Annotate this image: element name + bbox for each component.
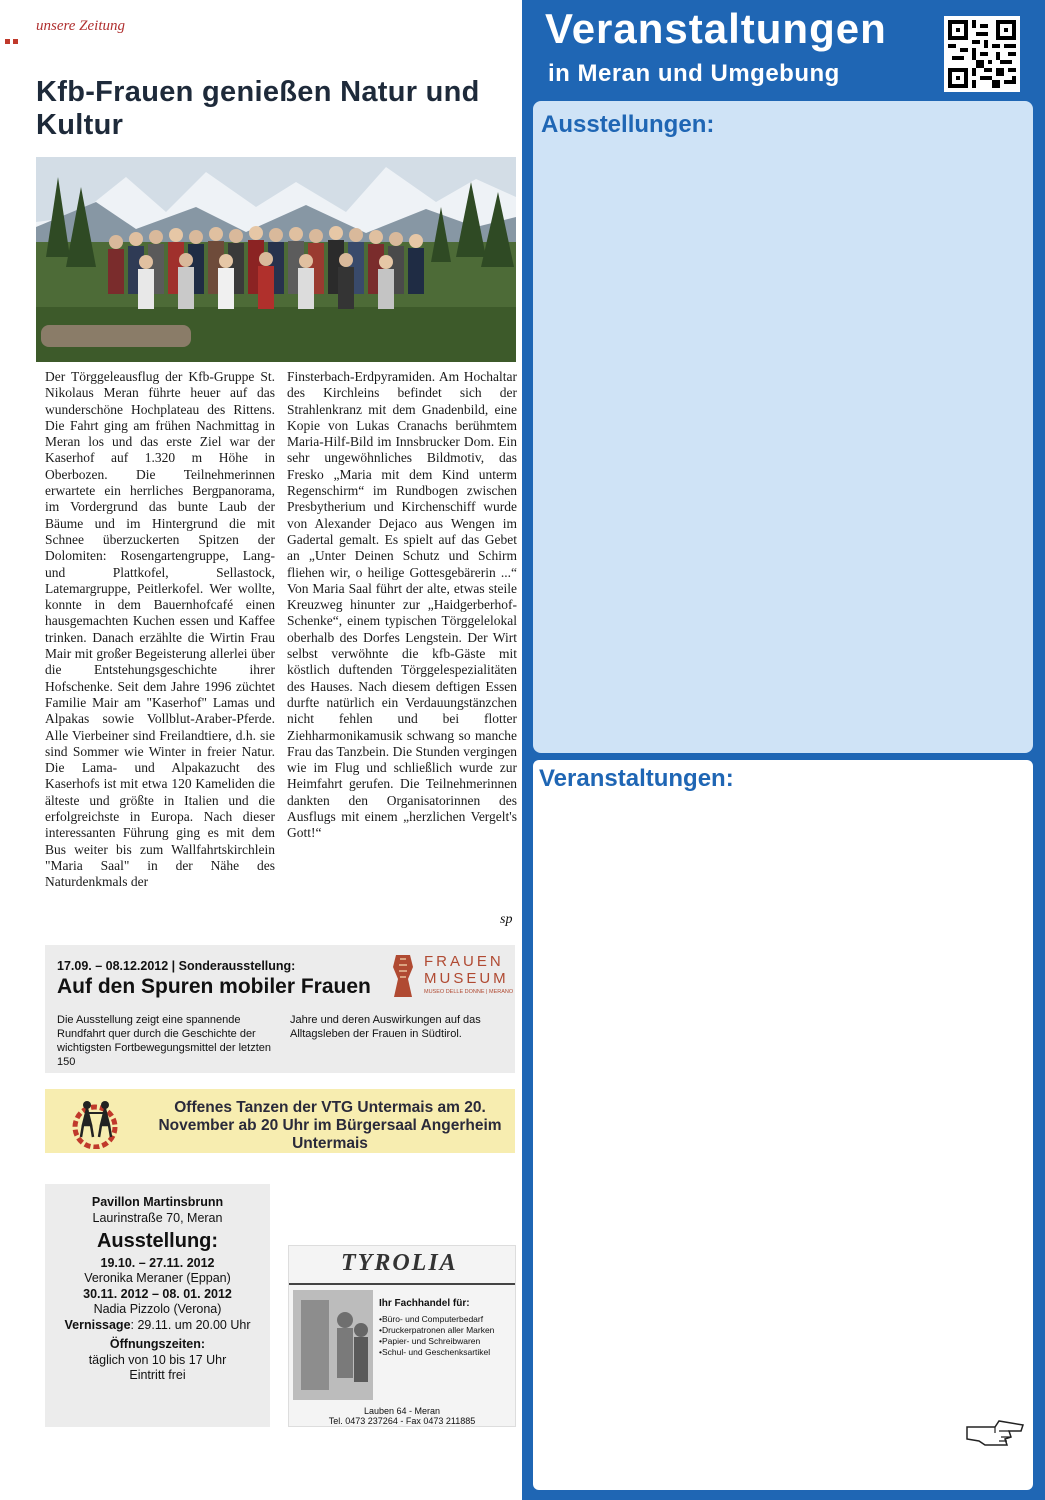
tanzen-text: Offenes Tanzen der VTG Untermais am 20. November ab 20 Uhr im Bürgersaal Angerheim Untermais [158,1099,502,1152]
events-panel-title: Veranstaltungen [545,5,887,52]
article-column-1: Der Törggeleausflug der Kfb-Gruppe St. Nikolaus Meran führte heuer auf das wunderschöne Hochplateau des Rittens. Die Fahrt ging am frühen Nachmittag in Meran los und das erste Ziel war der Kaserhof auf 1.320 m Höhe in Oberbozen. Die Teilnehmerinnen erwartete ein herrliches Bergpanorama, im Vordergrund das bunte Laub der Bäume und im Hintergrund die mit Schnee überzuckerten Spitzen der Dolomiten: Rosengartengruppe, Lang- und Plattkofel, Sellastock, Latemargruppe, Peitlerkofel. Wer wollte, konnte in dem Bauernhofcafé einen hausgemachten Kuchen essen und Kaffee trinken. Danach erzählte die Wirtin Frau Mair mit großer Begeisterung allerlei über die Entstehungsgeschichte ihrer Hofschenke. Seit dem Jahre 1996 züchtet Familie Mair am "Kaserhof" Lamas und Alpakas sowie Vollblut-Araber-Pferde. Alle Vierbeiner sind Freilandtiere, d.h. sie sind Sommer wie Winter in freier Natur. Die Lama- und Alpakazucht des Kaserhofs ist mit etwa 120 Kameliden die älteste und größte in Italien und die erfolgreichste in Europa. Nach dieser interessanten Führung ging es mit dem Bus weiter bis zum Wallfahrtskirchlein "Maria Saal" in der Nähe des Naturdenkmals der [45,369,275,890]
header-markers [5,31,25,37]
pavillon-artist-2: Nadia Pizzolo (Verona) [93,1302,222,1316]
group-photo [36,157,516,362]
tyrolia-ad [288,1245,516,1427]
ad-text-left: Die Ausstellung zeigt eine spannende Rundfahrt quer durch die Geschichte der wichtigsten Fortbewegungsmittel der letzten 150 [57,1014,271,1068]
exhibitions-heading: Ausstellungen: [541,111,715,138]
dancers-icon [53,1093,143,1149]
tanzen-ad [45,1089,515,1153]
pavillon-address: Laurinstraße 70, Meran [92,1210,223,1225]
pavillon-ad [45,1184,270,1427]
qr-code-icon[interactable] [944,16,1020,92]
opening-hours-label: Öffnungszeiten: [109,1337,206,1351]
events-heading: Veranstaltungen: [539,765,734,792]
ad-title: Auf den Spuren mobiler Frauen [57,975,371,998]
pointing-hand-icon [965,1415,1025,1449]
logo-subline: MUSEO DELLE DONNE | MERANO [424,989,514,995]
pavillon-title: Ausstellung: [96,1230,219,1252]
entry-info: Eintritt frei [129,1368,186,1382]
article-signature: sp [500,912,513,927]
frauenmuseum-logo [390,951,514,1001]
divider [289,1283,515,1285]
events-panel-subtitle: in Meran und Umgebung [548,60,840,87]
pavillon-name: Pavillon Martinsbrunn [91,1195,224,1209]
article-headline: Kfb-Frauen genießen Natur und Kultur [36,76,480,141]
pavillon-vernissage [45,1318,270,1334]
tyrolia-head: Ihr Fachhandel für: [379,1298,470,1309]
logo-line-2: MUSEUM [424,970,509,987]
newspaper-logo: unsere Zeitung [36,18,126,34]
logo-line-1: FRAUEN [424,953,504,970]
shop-photo [293,1290,373,1400]
vernissage-label: Vernissage [64,1317,131,1332]
opening-hours: täglich von 10 bis 17 Uhr [88,1352,227,1367]
tyrolia-address: Lauben 64 - Meran [363,1406,441,1416]
ad-date-line: 17.09. – 08.12.2012 | Sonderausstellung: [57,959,296,973]
tyrolia-logo: TYROLIA [341,1250,458,1276]
frauenmuseum-ad [45,945,515,1073]
events-box [533,760,1033,1490]
pavillon-date-1: 19.10. – 27.11. 2012 [100,1255,215,1270]
exhibitions-box [533,101,1033,753]
pavillon-date-2: 30.11. 2012 – 08. 01. 2012 [83,1286,232,1301]
tyrolia-phone: Tel. 0473 237264 - Fax 0473 211885 [328,1416,476,1426]
tyrolia-item-2: •Druckerpatronen aller Marken [379,1325,495,1335]
article-column-2: Finsterbach-Erdpyramiden. Am Hochaltar des Kirchleins befindet sich der Strahlenkranz mit dem Gnadenbild, eine Kopie von Lukas Cranachs berühmtem Maria-Hilf-Bild im Innsbrucker Dom. Ein sehr ungewöhnliches Bildmotiv, das Fresko „Maria mit dem Kind unterm Regenschirm“ im Rundbogen zwischen Presbytherium und Kirchenschiff wurde von Alexander Dejaco aus Wengen im Gadertal gemalt. Es spielt auf das Gebet an „Unter Deinen Schutz und Schirm fliehen wir, o heilige Gottesgebärerin ...“ Von Maria Saal führt der alte, etwas steile Kreuzweg hinunter zur „Haidgerberhof-Schenke“, einem typischen Törggelelokal oberhalb des Dorfes Lengstein. Der Wirt selbst verwöhnte die kfb-Gäste mit köstlich duftenden Törggelespezialitäten des Hauses. Nach diesem deftigen Essen durfte natürlich ein Verdauungstänzchen nicht fehlen und bei flotter Ziehharmonikamusik schwang so manche Frau das Tanzbein. Die Stunden vergingen wie im Flug und schließlich wurde zur Heimfahrt gerufen. Die Teilnehmerinnen dankten den Organisatorinnen des Ausflugs mit einem „herzlichen Vergelt's Gott!“ [287,369,517,841]
tyrolia-item-4: •Schul- und Geschenksartikel [379,1347,491,1357]
pavillon-artist-1: Veronika Meraner (Eppan) [84,1271,231,1285]
tyrolia-item-1: •Büro- und Computerbedarf [379,1314,484,1324]
ad-text-right: Jahre und deren Auswirkungen auf das Alltagsleben der Frauen in Südtirol. [290,1014,481,1040]
corset-icon [390,953,416,999]
vernissage-date: : 29.11. um 20.00 Uhr [130,1317,251,1332]
tyrolia-item-3: •Papier- und Schreibwaren [379,1336,481,1346]
